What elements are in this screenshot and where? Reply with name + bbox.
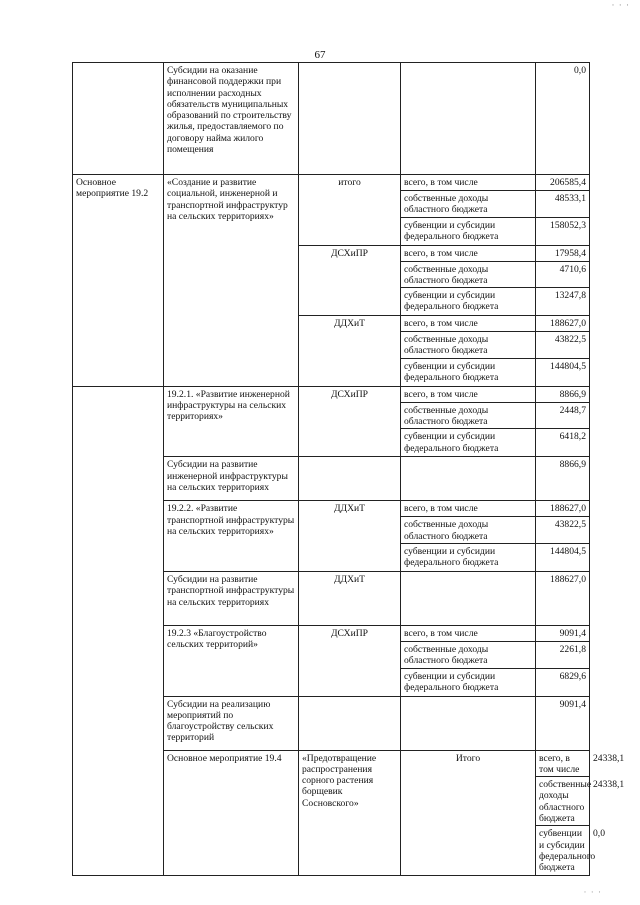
cell-executor: Итого: [401, 750, 536, 875]
cell-amount: 0,0: [536, 63, 590, 175]
cell-source: собственные доходы областного бюджета: [401, 517, 536, 544]
cell-amount: 43822,5: [536, 517, 590, 544]
cell-source: всего, в том числе: [401, 501, 536, 517]
cell-source: субвенции и субсидии федерального бюджета: [536, 826, 590, 875]
cell-amount: 43822,5: [536, 332, 590, 359]
cell-source: собственные доходы областного бюджета: [401, 191, 536, 218]
cell-source: субвенции и субсидии федерального бюджета: [401, 288, 536, 316]
cell-amount: 206585,4: [536, 175, 590, 191]
cell-amount: 158052,3: [536, 217, 590, 245]
cell-description: Субсидии на реализацию мероприятий по благоустройству сельских территорий: [164, 696, 299, 750]
cell-executor: [299, 63, 401, 175]
corner-mark: · · ·: [611, 0, 630, 10]
cell-amount: 9091,4: [536, 625, 590, 641]
cell-description: 19.2.2. «Развитие транспортной инфраструктуры на сельских территориях»: [164, 501, 299, 572]
cell-source: субвенции и субсидии федерального бюджета: [401, 668, 536, 696]
cell-source: [401, 696, 536, 750]
cell-amount: 6418,2: [536, 429, 590, 457]
page-number: 67: [314, 49, 326, 61]
table-row: [73, 175, 590, 191]
cell-activity: [73, 63, 164, 175]
cell-description: «Предотвращение распространения сорного растения борщевик Сосновского»: [299, 750, 401, 875]
cell-executor: ДСХиПР: [299, 245, 401, 316]
cell-description: Субсидии на развитие инженерной инфраструктуры на сельских территориях: [164, 457, 299, 501]
table-row: Основное мероприятие 19.4 «Предотвращение распространения сорного растения борщевик Сосновского» Итого всего, в том числе 24338,1: [73, 750, 590, 777]
cell-amount: 8866,9: [536, 457, 590, 501]
cell-executor: ДСХиПР: [299, 625, 401, 696]
cell-activity: Основное мероприятие 19.2: [73, 175, 164, 387]
cell-source: всего, в том числе: [401, 316, 536, 332]
cell-description: Субсидии на оказание финансовой поддержки при исполнении расходных обязательств муниципальных образований по строительству жилья, предоставляемого по договору найма жилого помещения: [164, 63, 299, 175]
cell-source: собственные доходы областного бюджета: [401, 261, 536, 288]
cell-source: [401, 457, 536, 501]
cell-source: всего, в том числе: [401, 625, 536, 641]
cell-amount: 2448,7: [536, 402, 590, 429]
cell-executor: [299, 696, 401, 750]
cell-source: всего, в том числе: [401, 175, 536, 191]
cell-activity: Основное мероприятие 19.4: [164, 750, 299, 875]
cell-amount: 17958,4: [536, 245, 590, 261]
cell-executor: ДДХиТ: [299, 316, 401, 387]
cell-amount: 188627,0: [536, 316, 590, 332]
budget-table: [72, 62, 625, 876]
cell-amount: 48533,1: [536, 191, 590, 218]
cell-description: «Создание и развитие социальной, инженерной и транспортной инфраструктур на сельских территориях»: [164, 175, 299, 387]
cell-source: собственные доходы областного бюджета: [401, 332, 536, 359]
bottom-mark: · · ·: [583, 887, 602, 897]
cell-amount: 4710,6: [536, 261, 590, 288]
cell-activity: [73, 386, 164, 875]
cell-description: 19.2.1. «Развитие инженерной инфраструктуры на сельских территориях»: [164, 386, 299, 457]
cell-amount: 6829,6: [536, 668, 590, 696]
table-row: [73, 386, 590, 402]
cell-amount: 144804,5: [536, 543, 590, 571]
cell-source: всего, в том числе: [401, 386, 536, 402]
cell-source: субвенции и субсидии федерального бюджета: [401, 543, 536, 571]
cell-amount: 188627,0: [536, 571, 590, 625]
table-row: [73, 63, 590, 175]
cell-source: субвенции и субсидии федерального бюджета: [401, 217, 536, 245]
cell-amount: 13247,8: [536, 288, 590, 316]
cell-source: [401, 63, 536, 175]
table-row: собственные доходы областного бюджета 24338,1: [73, 777, 590, 826]
cell-source: субвенции и субсидии федерального бюджета: [401, 358, 536, 386]
cell-source: собственные доходы областного бюджета: [401, 641, 536, 668]
table-row: субвенции и субсидии федерального бюджета 0,0: [73, 826, 590, 875]
cell-amount: 2261,8: [536, 641, 590, 668]
cell-executor: ДДХиТ: [299, 501, 401, 572]
cell-source: собственные доходы областного бюджета: [401, 402, 536, 429]
cell-executor: ДДХиТ: [299, 571, 401, 625]
cell-amount: 144804,5: [536, 358, 590, 386]
cell-description: 19.2.3 «Благоустройство сельских территорий»: [164, 625, 299, 696]
cell-amount: 9091,4: [536, 696, 590, 750]
cell-source: собственные доходы областного бюджета: [536, 777, 590, 826]
cell-source: всего, в том числе: [536, 750, 590, 777]
cell-executor: ДСХиПР: [299, 386, 401, 457]
cell-amount: 8866,9: [536, 386, 590, 402]
cell-source: субвенции и субсидии федерального бюджета: [401, 429, 536, 457]
cell-amount: 188627,0: [536, 501, 590, 517]
cell-source: [401, 571, 536, 625]
cell-executor: итого: [299, 175, 401, 246]
cell-source: всего, в том числе: [401, 245, 536, 261]
cell-executor: [299, 457, 401, 501]
cell-description: Субсидии на развитие транспортной инфраструктуры на сельских территориях: [164, 571, 299, 625]
